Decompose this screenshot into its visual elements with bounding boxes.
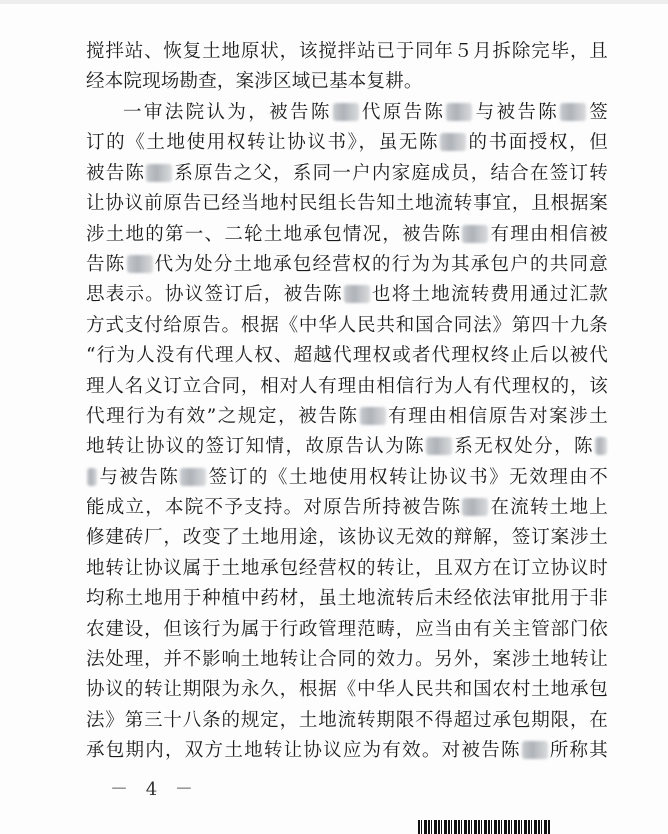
redaction-mark: [180, 468, 206, 486]
page-number: － 4 －: [110, 779, 199, 800]
text-line: 修建砖厂，改变了土地用途，该协议无效的辩解，签订案涉土: [86, 527, 608, 549]
redaction-mark: [333, 103, 359, 121]
text-line: 涉土地的第一、二轮土地承包情况，被告陈 有理由相信被: [86, 223, 608, 245]
text-line: 告陈 代为处分土地承包经营权的行为为其承包户的共同意: [86, 253, 608, 275]
text-line: 代理行为有效”之规定，被告陈 有理由相信原告对案涉土: [86, 405, 609, 427]
text-line: 协议的转让期限为永久，根据《中华人民共和国农村土地承包: [86, 679, 608, 701]
redaction-mark: [127, 255, 153, 273]
redaction-mark: [146, 164, 172, 182]
redaction-mark: [560, 103, 586, 121]
text-line: 思表示。协议签订后，被告陈 也将土地流转费用通过汇款: [86, 284, 608, 306]
text-line: “行为人没有代理人权、超越代理权或者代理权终止后以被代: [86, 345, 608, 367]
redaction-mark: [360, 407, 386, 425]
text-line: 方式支付给原告。根据《中华人民共和国合同法》第四十九条: [86, 314, 608, 336]
text-line: 农建设，但该行为属于行政管理范畴，应当由有关主管部门依: [86, 618, 608, 640]
body-text: [86, 37, 608, 98]
text-line: 均称土地用于种植中药材，虽土地流转后未经依法审批用于非: [86, 588, 608, 610]
text-line: 地转让协议属于土地承包经营权的转让，且双方在订立协议时: [86, 557, 608, 579]
redaction-mark: [426, 437, 452, 455]
text-line: 订的《土地使用权转让协议书》，虽无陈 的书面授权，但: [86, 132, 609, 154]
paragraph: [86, 98, 608, 767]
text-line: 法》第三十八条的规定，土地流转期限不得超过承包期限，在: [86, 709, 608, 731]
redaction-mark: [462, 225, 488, 243]
redaction-mark: [344, 285, 370, 303]
redaction-mark: [446, 103, 472, 121]
redaction-mark: [462, 498, 488, 516]
redaction-mark: [87, 468, 97, 486]
redaction-mark: [440, 133, 466, 151]
redaction-mark: [522, 741, 548, 759]
text-line: 法处理，并不影响土地转让合同的效力。另外，案涉土地转让: [86, 649, 608, 671]
text-line: 一审法院认为，被告陈 代原告陈 与被告陈 签: [123, 102, 608, 123]
page-top-edge: [0, 0, 668, 4]
text-line: 能成立，本院不予支持。对原告所持被告陈 在流转土地上: [86, 497, 608, 519]
text-line: 承包期内，双方土地转让协议应为有效。对被告陈 所称其: [86, 740, 608, 762]
text-line: 与被告陈 签订的《土地使用权转让协议书》无效理由不: [86, 463, 608, 493]
barcode-strip: [418, 820, 550, 834]
text-line: 被告陈 系原告之父，系同一户内家庭成员，结合在签订转: [86, 162, 608, 184]
text-line: 搅拌站、恢复土地原状，该搅拌站已于同年５月拆除完毕，且: [86, 41, 608, 62]
redaction-mark: [595, 437, 607, 455]
text-line: 让协议前原告已经当地村民组长告知土地流转事宜，且根据案: [86, 193, 608, 215]
text-line: 理人名义订立合同，相对人有理由相信行为人有代理权的，该: [86, 375, 608, 397]
text-line: 经本院现场勘查，案涉区域已基本复耕。: [86, 71, 423, 93]
text-line: 地转让协议的签订知情，故原告认为陈 系无权处分，陈: [86, 432, 608, 462]
